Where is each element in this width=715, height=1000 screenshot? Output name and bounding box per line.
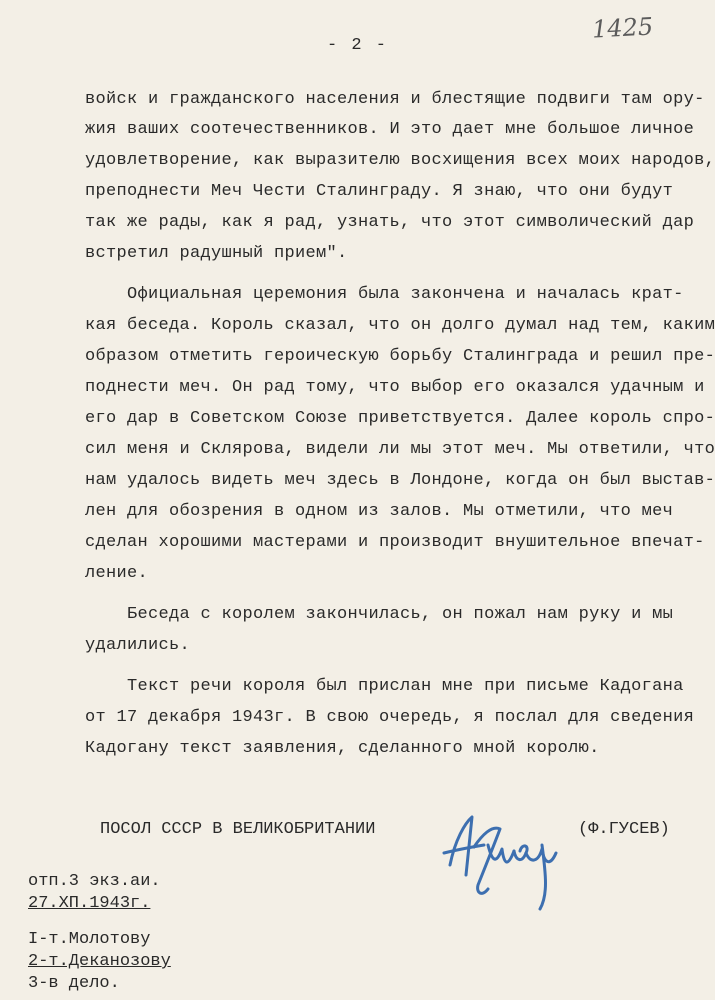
body-line: ление.	[85, 564, 149, 583]
signatory-title: ПОСОЛ СССР В ВЕЛИКОБРИТАНИИ	[100, 820, 376, 839]
body-line: Беседа с королем закончилась, он пожал нам руку и мы	[85, 605, 674, 624]
body-line: удалились.	[85, 636, 191, 655]
distribution-item: 3-в дело.	[28, 974, 120, 993]
body-line: Официальная церемония была закончена и началась крат-	[85, 285, 684, 304]
body-line: сделан хорошими мастерами и производит внушительное впечат-	[85, 533, 705, 552]
body-line: удовлетворение, как выразителю восхищения всех моих народов,	[85, 151, 715, 170]
signature-block	[100, 820, 690, 860]
body-line: поднести меч. Он рад тому, что выбор его оказался удачным и	[85, 378, 705, 397]
body-line: образом отметить героическую борьбу Сталинграда и решил пре-	[85, 347, 715, 366]
distribution-item: 2-т.Деканозову	[28, 952, 171, 971]
body-line: его дар в Советском Союзе приветствуется. Далее король спро-	[85, 409, 715, 428]
distribution-item: I-т.Молотову	[28, 930, 151, 949]
dispatch-date: 27.XП.1943г.	[28, 894, 151, 913]
body-line: лен для обозрения в одном из залов. Мы отметили, что меч	[85, 502, 674, 521]
copies-note: отп.3 экз.аи.	[28, 872, 161, 891]
handwritten-signature	[430, 805, 570, 915]
dispatch-notes	[28, 872, 171, 996]
archive-mark: 1425	[591, 12, 654, 44]
body-line: кая беседа. Король сказал, что он долго думал над тем, каким	[85, 316, 715, 335]
body-line: нам удалось видеть меч здесь в Лондоне, когда он был выстав-	[85, 471, 715, 490]
body-line: войск и гражданского населения и блестящие подвиги там ору-	[85, 90, 705, 109]
body-line: сил меня и Склярова, видели ли мы этот меч. Мы ответили, что	[85, 440, 715, 459]
body-line: преподнести Меч Чести Сталинграду. Я знаю, что они будут	[85, 182, 674, 201]
body-line: Кадогану текст заявления, сделанного мной королю.	[85, 739, 600, 758]
signatory-name: (Ф.ГУСЕВ)	[578, 820, 670, 839]
body-line: жия ваших соотечественников. И это дает мне большое личное	[85, 120, 695, 139]
body-line: так же рады, как я рад, узнать, что этот символический дар	[85, 213, 695, 232]
body-line: от 17 декабря 1943г. В свою очередь, я послал для сведения	[85, 708, 695, 727]
page-number: - 2 -	[326, 36, 388, 55]
body-line: встретил радушный прием".	[85, 244, 348, 263]
body-line: Текст речи короля был прислан мне при письме Кадогана	[85, 677, 684, 696]
